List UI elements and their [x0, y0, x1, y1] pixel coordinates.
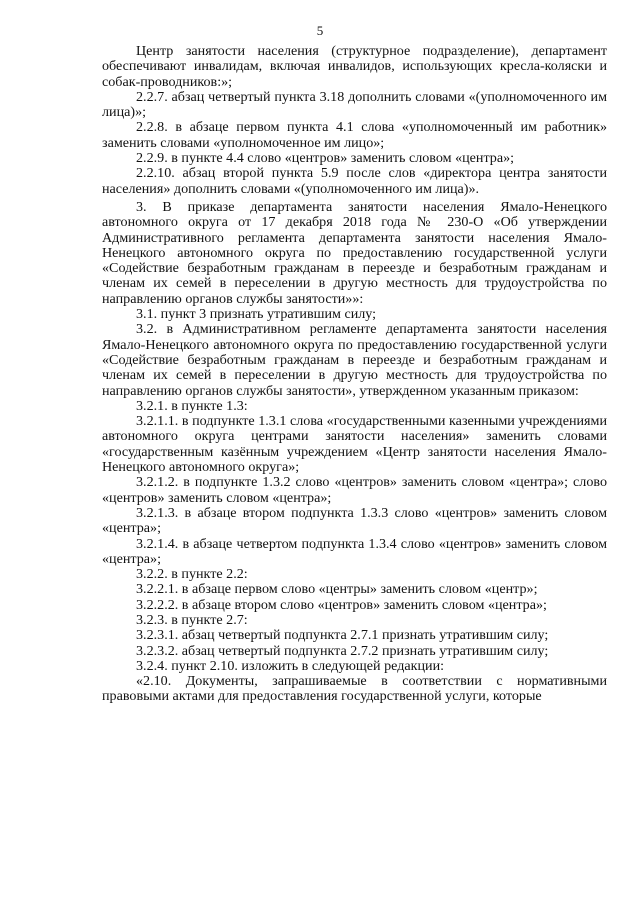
paragraph: 3.2. в Административном регламенте департамента занятости населения Ямало-Ненецкого автономного округа по предоставлению государственной услуги «Содействие безработным гражданам в переезде и безработным гражданам и членам их семей в переселении в другую местность для трудоустройства по направлению органов службы занятости», утвержденном указанным приказом:: [102, 321, 607, 399]
document-body: [102, 44, 607, 705]
paragraph: 3.2.3. в пункте 2.7:: [136, 611, 248, 628]
paragraph: 3.2.1.2. в подпункте 1.3.2 слово «центров» заменить словом «центра»; слово «центров» заменить словом «центра»;: [102, 474, 607, 506]
paragraph: 3.2.4. пункт 2.10. изложить в следующей редакции:: [136, 657, 445, 674]
paragraph: Центр занятости населения (структурное подразделение), департамент обеспечивают инвалидам, включая инвалидов, использующих кресла-коляски и собак-проводников:»;: [102, 43, 607, 90]
paragraph: 3.2.1.4. в абзаце четвертом подпункта 1.3.4 слово «центров» заменить словом «центра»;: [102, 535, 607, 567]
paragraph: «2.10. Документы, запрашиваемые в соответствии с нормативными правовыми актами для предоставления государственной услуги, которые: [102, 673, 607, 705]
paragraph: 2.2.10. абзац второй пункта 5.9 после слов «директора центра занятости населения» дополнить словами «(уполномоченного им лица)».: [102, 165, 607, 197]
paragraph: 2.2.7. абзац четвертый пункта 3.18 дополнить словами «(уполномоченного им лица)»;: [102, 88, 607, 121]
paragraph: 2.2.9. в пункте 4.4 слово «центров» заменить словом «центра»;: [136, 150, 515, 167]
paragraph: 3.1. пункт 3 признать утратившим силу;: [136, 306, 377, 323]
paragraph: 3.2.1. в пункте 1.3:: [136, 397, 248, 414]
paragraph: 3.2.2.1. в абзаце первом слово «центры» заменить словом «центр»;: [136, 581, 538, 598]
paragraph: 3.2.2. в пункте 2.2:: [136, 566, 248, 583]
paragraph: 3.2.3.1. абзац четвертый подпункта 2.7.1 признать утратившим силу;: [136, 627, 549, 644]
paragraph: 3.2.1.3. в абзаце втором подпункта 1.3.3 слово «центров» заменить словом «центра»;: [102, 504, 607, 537]
paragraph: 3.2.1.1. в подпункте 1.3.1 слова «государственными казенными учреждениями автономного округа центрами занятости населения» заменить словами «государственным казённым учреждением «Центр занятости населения Ямало-Ненецкого автономного округа»;: [102, 413, 607, 476]
paragraph: 3.2.2.2. в абзаце втором слово «центров» заменить словом «центра»;: [136, 596, 547, 613]
page-number: 5: [316, 23, 324, 38]
paragraph: 3.2.3.2. абзац четвертый подпункта 2.7.2 признать утратившим силу;: [136, 642, 549, 659]
paragraph: 3. В приказе департамента занятости населения Ямало-Ненецкого автономного округа от 17 декабря 2018 года № 230-О «Об утверждении Административного регламента департамента занятости населения Ямало-Ненецкого автономного округа по предоставлению государственной услуги «Содействие безработным гражданам в переезде и безработным гражданам и членам их семей в переселении в другую местность для трудоустройства по направлению органов службы занятости»»:: [102, 198, 607, 307]
paragraph: 2.2.8. в абзаце первом пункта 4.1 слова «уполномоченный им работник» заменить словами «уполномоченное им лицо»;: [102, 119, 607, 151]
